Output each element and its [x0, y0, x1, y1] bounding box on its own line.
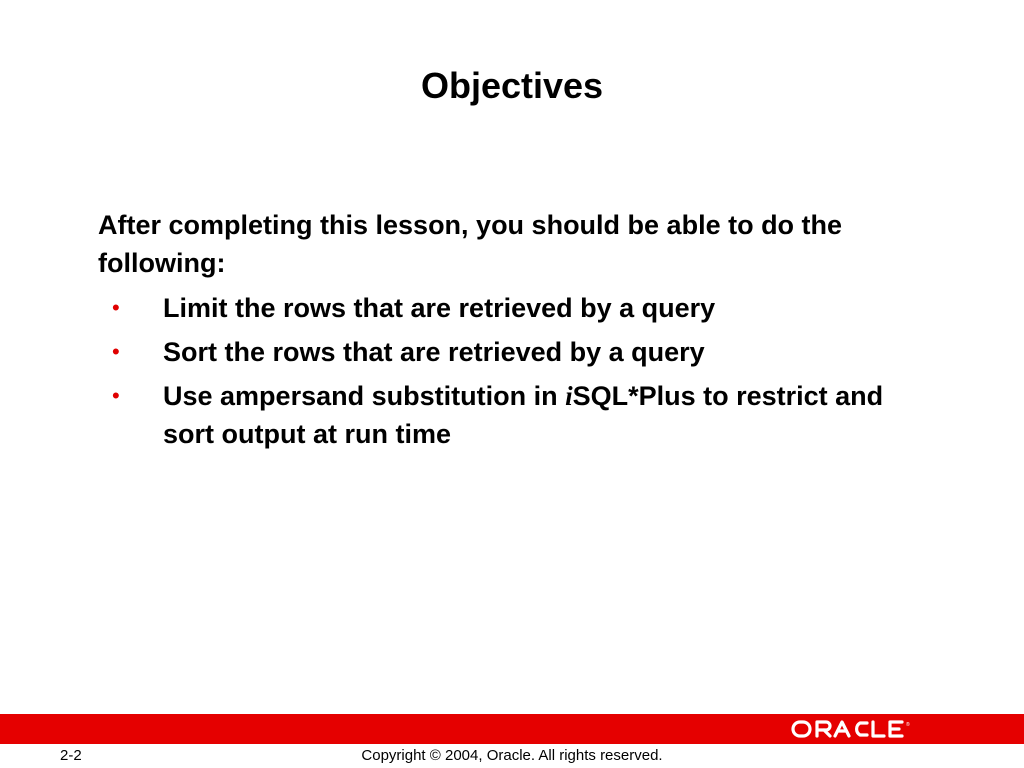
page-number: 2-2	[60, 747, 82, 764]
list-item	[98, 377, 928, 453]
objective-text-suffix: SQL*Plus to restrict and sort output at run time	[163, 381, 884, 449]
objective-text: Sort the rows that are retrieved by a query	[163, 337, 705, 367]
objective-text-prefix: Use ampersand substitution in	[163, 381, 566, 411]
objective-text	[163, 381, 883, 449]
bullet-icon: •	[112, 339, 120, 364]
copyright-notice: Copyright © 2004, Oracle. All rights reserved.	[361, 747, 663, 764]
svg-text:®: ®	[906, 722, 910, 728]
objective-text: Limit the rows that are retrieved by a query	[163, 293, 716, 323]
slide-title: Objectives	[420, 65, 604, 106]
intro-text: After completing this lesson, you should be able to do the following:	[98, 210, 843, 278]
bullet-icon: •	[112, 383, 120, 408]
objectives-list	[98, 289, 928, 459]
list-item	[98, 333, 928, 371]
italic-i-prefix: i	[565, 381, 573, 411]
list-item	[98, 289, 928, 327]
oracle-logo-icon	[790, 718, 920, 740]
bullet-icon: •	[112, 295, 120, 320]
